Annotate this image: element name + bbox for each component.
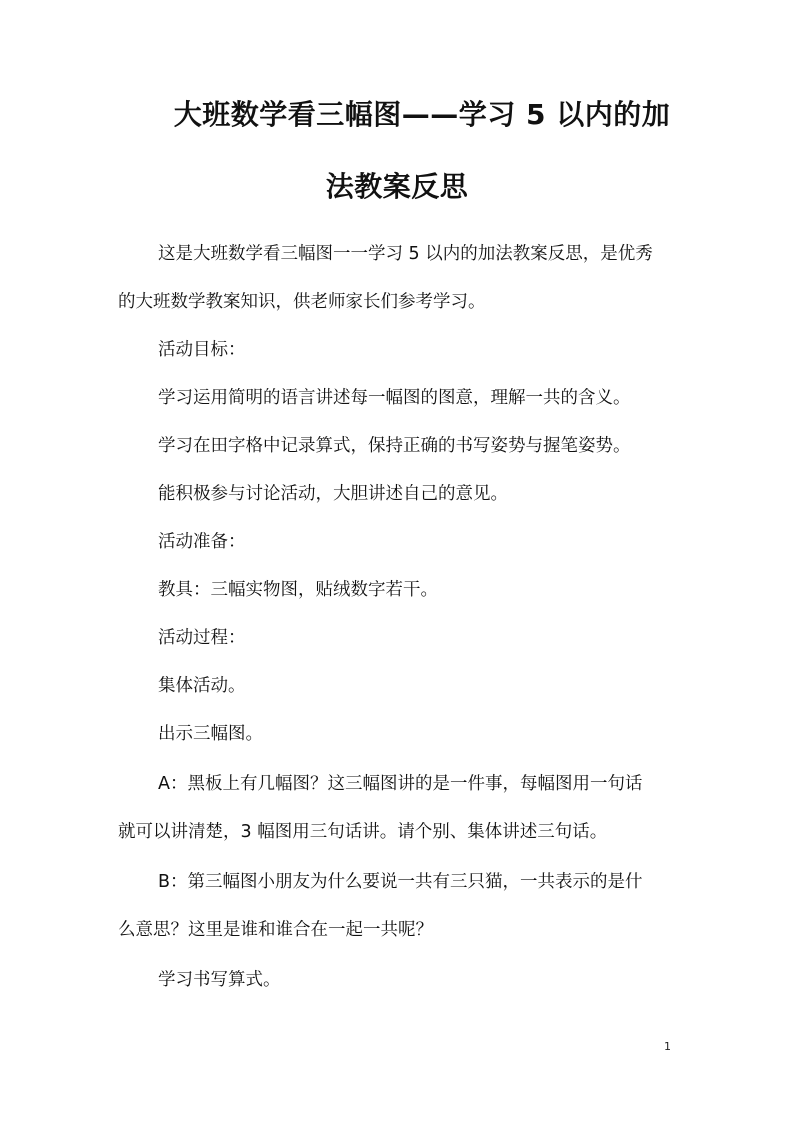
- goal-item-3: 能积极参与讨论活动，大胆讲述自己的意见。: [158, 484, 508, 504]
- process-step-b-line-1: B：第三幅图小朋友为什么要说一共有三只猫，一共表示的是什: [158, 872, 643, 892]
- document-title-line-2: 法教案反思: [325, 170, 469, 203]
- process-step-a-line-2: 就可以讲清楚，3 幅图用三句话讲。请个别、集体讲述三句话。: [118, 822, 608, 842]
- goal-item-2: 学习在田字格中记录算式，保持正确的书写姿势与握笔姿势。: [158, 436, 631, 456]
- section-heading-process: 活动过程：: [158, 628, 246, 648]
- process-step-write-formula: 学习书写算式。: [158, 970, 281, 990]
- process-step-show-pictures: 出示三幅图。: [158, 724, 263, 744]
- section-heading-preparation: 活动准备：: [158, 532, 246, 552]
- goal-item-1: 学习运用简明的语言讲述每一幅图的图意，理解一共的含义。: [158, 388, 631, 408]
- paragraph-intro-line-2: 的大班数学教案知识，供老师家长们参考学习。: [118, 292, 486, 312]
- process-step-a-line-1: A：黑板上有几幅图？这三幅图讲的是一件事，每幅图用一句话: [158, 774, 643, 794]
- paragraph-intro-line-1: 这是大班数学看三幅图一一学习 5 以内的加法教案反思，是优秀: [158, 244, 653, 264]
- page-number: 1: [664, 1040, 671, 1053]
- section-heading-goals: 活动目标：: [158, 340, 246, 360]
- process-step-b-line-2: 么意思？这里是谁和谁合在一起一共呢？: [118, 920, 433, 940]
- preparation-item: 教具：三幅实物图，贴绒数字若干。: [158, 580, 438, 600]
- process-step-group-activity: 集体活动。: [158, 676, 246, 696]
- document-title-line-1: 大班数学看三幅图——学习 5 以内的加: [173, 98, 671, 131]
